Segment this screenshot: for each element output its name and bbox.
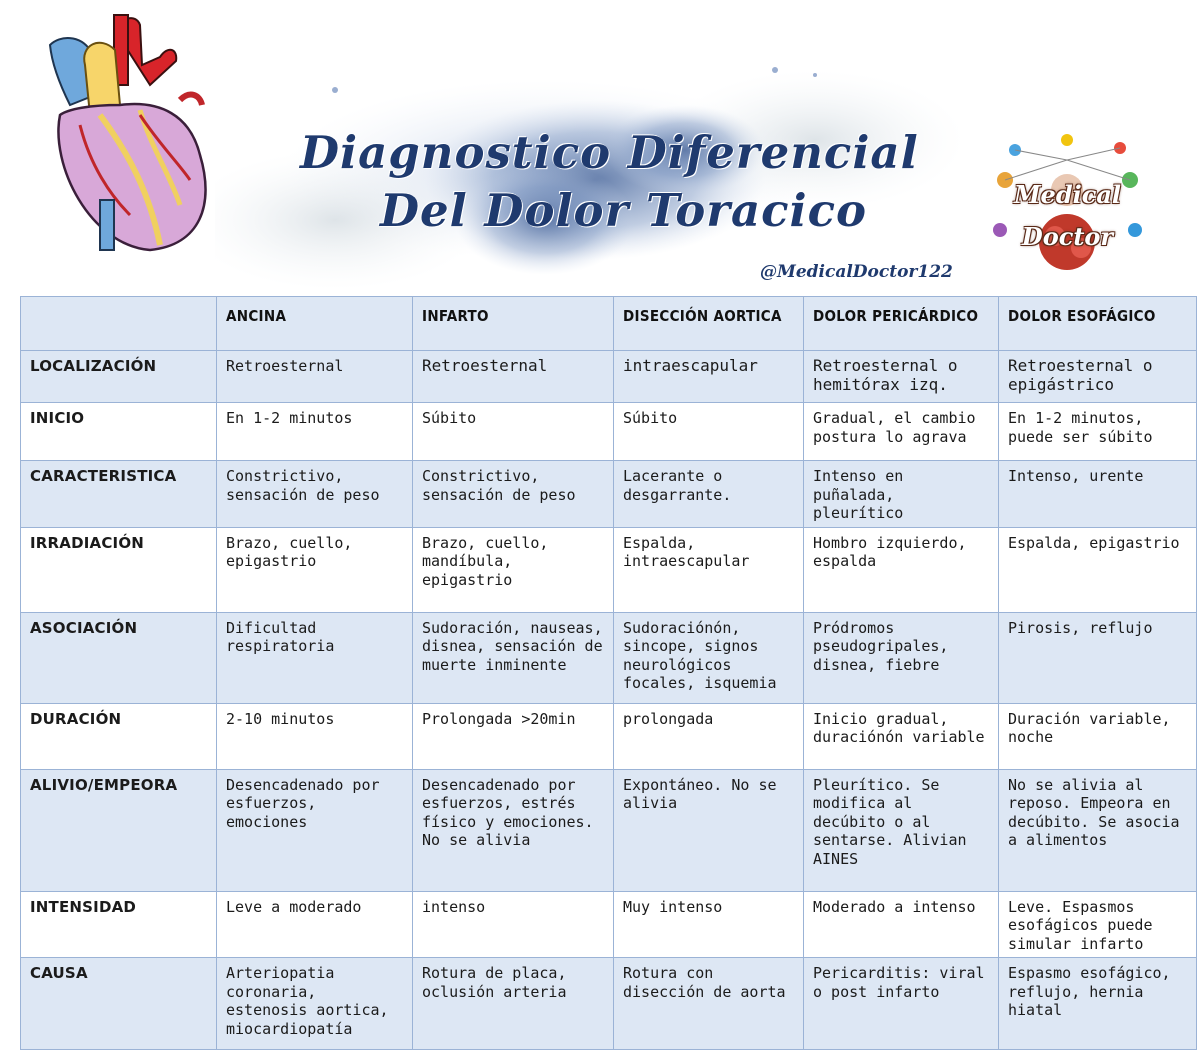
table-cell: Dificultad respiratoria (217, 612, 413, 703)
table-cell: Constrictivo, sensación de peso (217, 461, 413, 528)
logo-text-medical: Medical (1013, 180, 1121, 209)
header (0, 0, 1200, 296)
table-cell: Brazo, cuello, mandíbula, epigastrio (413, 527, 614, 612)
table-cell: Muy intenso (614, 891, 804, 958)
table-cell: Espasmo esofágico, reflujo, hernia hiatal (999, 958, 1197, 1050)
table-cell: 2-10 minutos (217, 703, 413, 769)
table-cell: Pleurítico. Se modifica al decúbito o al sentarse. Alivian AINES (804, 769, 999, 891)
row-label: ASOCIACIÓN (21, 612, 217, 703)
table-cell: Retroesternal (217, 351, 413, 403)
title-line-1: Diagnostico Diferencial (300, 126, 919, 179)
column-header (21, 297, 217, 351)
row-label: INICIO (21, 403, 217, 461)
table-cell: Constrictivo, sensación de peso (413, 461, 614, 528)
table-row (21, 769, 1197, 891)
heart-illustration (40, 5, 220, 255)
table-cell: Espalda, epigastrio (999, 527, 1197, 612)
row-label: IRRADIACIÓN (21, 527, 217, 612)
table-cell: intraescapular (614, 351, 804, 403)
table-row (21, 351, 1197, 403)
column-header: ANCINA (217, 297, 413, 351)
column-header: INFARTO (413, 297, 614, 351)
table-cell: Leve. Espasmos esofágicos puede simular infarto (999, 891, 1197, 958)
table-cell: Súbito (614, 403, 804, 461)
table-cell: Pródromos pseudogripales, disnea, fiebre (804, 612, 999, 703)
table-cell: Brazo, cuello, epigastrio (217, 527, 413, 612)
table-cell: Rotura de placa, oclusión arteria (413, 958, 614, 1050)
row-label: CAUSA (21, 958, 217, 1050)
table-cell: Gradual, el cambio postura lo agrava (804, 403, 999, 461)
table-header-row (21, 297, 1197, 351)
column-header: DOLOR PERICÁRDICO (804, 297, 999, 351)
table-cell: Moderado a intenso (804, 891, 999, 958)
table-cell: Desencadenado por esfuerzos, estrés físico y emociones. No se alivia (413, 769, 614, 891)
table-cell: Hombro izquierdo, espalda (804, 527, 999, 612)
column-header: DOLOR ESOFÁGICO (999, 297, 1197, 351)
table-cell: Intenso en puñalada, pleurítico (804, 461, 999, 528)
table-cell: Retroesternal (413, 351, 614, 403)
row-label: INTENSIDAD (21, 891, 217, 958)
table-row (21, 527, 1197, 612)
table-cell: Retroesternal o hemitórax izq. (804, 351, 999, 403)
table-cell: Sudoración, nauseas, disnea, sensación de muerte inminente (413, 612, 614, 703)
table-cell: Retroesternal o epigástrico (999, 351, 1197, 403)
table-cell: Pirosis, reflujo (999, 612, 1197, 703)
table-cell: Intenso, urente (999, 461, 1197, 528)
differential-table (20, 296, 1197, 1050)
table-cell: Duración variable, noche (999, 703, 1197, 769)
table-cell: Desencadenado por esfuerzos, emociones (217, 769, 413, 891)
table-cell: Lacerante o desgarrante. (614, 461, 804, 528)
table-cell: No se alivia al reposo. Empeora en decúbito. Se asocia a alimentos (999, 769, 1197, 891)
table-row (21, 703, 1197, 769)
table-cell: intenso (413, 891, 614, 958)
table-cell: En 1-2 minutos (217, 403, 413, 461)
table-cell: Expontáneo. No se alivia (614, 769, 804, 891)
table-row (21, 958, 1197, 1050)
row-label: ALIVIO/EMPEORA (21, 769, 217, 891)
table-row (21, 891, 1197, 958)
table-cell: En 1-2 minutos, puede ser súbito (999, 403, 1197, 461)
table-cell: Pericarditis: viral o post infarto (804, 958, 999, 1050)
column-header: DISECCIÓN AORTICA (614, 297, 804, 351)
row-label: DURACIÓN (21, 703, 217, 769)
table-cell: Súbito (413, 403, 614, 461)
table-cell: Sudoraciónón, sincope, signos neurológicos focales, isquemia (614, 612, 804, 703)
table-row (21, 461, 1197, 528)
table-cell: Arteriopatia coronaria, estenosis aortica, miocardiopatía (217, 958, 413, 1050)
title-line-2: Del Dolor Toracico (380, 184, 868, 237)
row-label: LOCALIZACIÓN (21, 351, 217, 403)
table-cell: Leve a moderado (217, 891, 413, 958)
medical-doctor-logo (985, 130, 1150, 280)
table-row (21, 403, 1197, 461)
row-label: CARACTERISTICA (21, 461, 217, 528)
page-title (300, 124, 940, 240)
table-row (21, 612, 1197, 703)
table-cell: Prolongada >20min (413, 703, 614, 769)
table-cell: Inicio gradual, duraciónón variable (804, 703, 999, 769)
table-cell: Rotura con disección de aorta (614, 958, 804, 1050)
table-cell: Espalda, intraescapular (614, 527, 804, 612)
logo-text-doctor: Doctor (1021, 222, 1114, 251)
table-cell: prolongada (614, 703, 804, 769)
author-handle: @MedicalDoctor122 (760, 262, 953, 282)
